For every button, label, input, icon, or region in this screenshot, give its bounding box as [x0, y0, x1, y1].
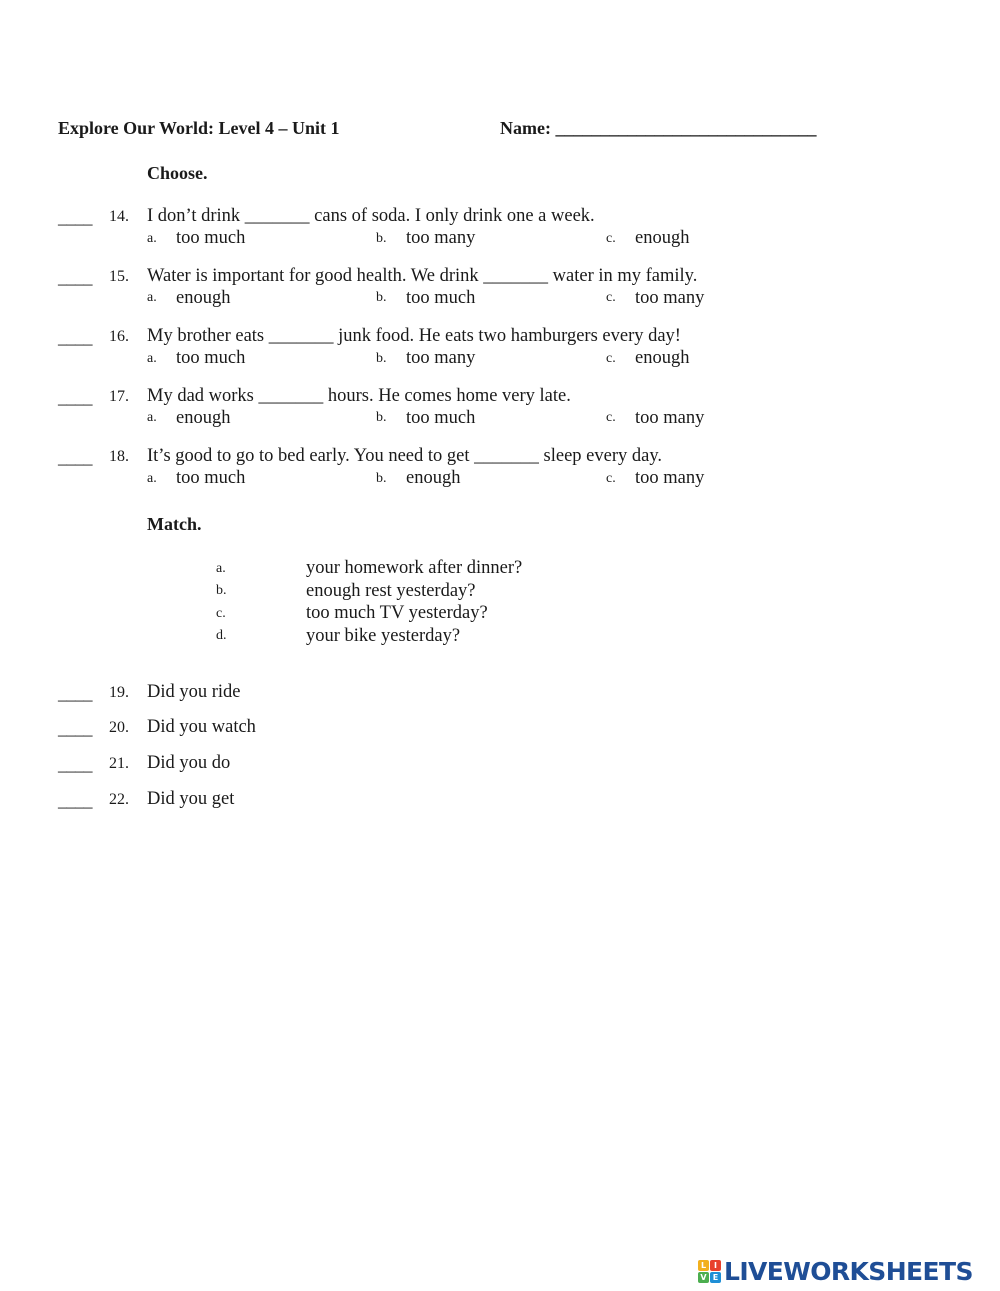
answer-blank[interactable]: ____	[58, 683, 92, 703]
question-number: 14.	[109, 208, 129, 225]
option-text: enough	[635, 348, 690, 368]
logo-block: E	[710, 1272, 721, 1283]
question-number: 20.	[109, 719, 129, 736]
ending-text: your homework after dinner?	[306, 558, 523, 578]
question-number: 16.	[109, 328, 129, 345]
option-text: too much	[176, 468, 246, 488]
answer-blank[interactable]: ____	[58, 754, 92, 774]
option-text: too much	[406, 288, 476, 308]
ending-letter: b.	[216, 583, 227, 598]
option-letter: a.	[147, 231, 157, 246]
ending-text: enough rest yesterday?	[306, 581, 476, 601]
question-number: 17.	[109, 388, 129, 405]
question-number: 21.	[109, 755, 129, 772]
option-letter: a.	[147, 351, 157, 366]
option-text: too many	[635, 468, 705, 488]
ending-letter: c.	[216, 606, 226, 621]
live-blocks-icon	[698, 1260, 721, 1283]
option-letter: c.	[606, 410, 616, 425]
option-letter: b.	[376, 471, 387, 486]
option-text: too much	[406, 408, 476, 428]
logo-block: V	[698, 1272, 709, 1283]
option-letter: c.	[606, 231, 616, 246]
answer-blank[interactable]: ____	[58, 387, 92, 407]
answer-blank[interactable]: ____	[58, 790, 92, 810]
answer-blank[interactable]: ____	[58, 327, 92, 347]
ending-letter: d.	[216, 628, 227, 643]
option-text: too many	[635, 408, 705, 428]
logo-block: L	[698, 1260, 709, 1271]
option-letter: c.	[606, 290, 616, 305]
ending-text: too much TV yesterday?	[306, 603, 488, 623]
answer-blank[interactable]: ____	[58, 207, 92, 227]
option-text: enough	[176, 408, 231, 428]
question-number: 15.	[109, 268, 129, 285]
option-text: enough	[406, 468, 461, 488]
question-text: Did you watch	[147, 717, 256, 737]
liveworksheets-logo[interactable]	[698, 1256, 973, 1286]
option-letter: b.	[376, 351, 387, 366]
logo-text: LIVEWORKSHEETS	[724, 1256, 973, 1286]
option-text: too much	[176, 228, 246, 248]
choose-heading: Choose.	[147, 163, 208, 183]
question-text: My dad works _______ hours. He comes home very late.	[147, 386, 571, 406]
option-letter: b.	[376, 290, 387, 305]
option-text: too many	[406, 348, 476, 368]
option-text: enough	[635, 228, 690, 248]
worksheet-title: Explore Our World: Level 4 – Unit 1	[58, 118, 340, 138]
ending-letter: a.	[216, 561, 226, 576]
logo-block: I	[710, 1260, 721, 1271]
name-field-label[interactable]: Name: _____________________________	[500, 118, 817, 138]
answer-blank[interactable]: ____	[58, 447, 92, 467]
option-letter: b.	[376, 231, 387, 246]
option-text: enough	[176, 288, 231, 308]
question-text: Did you ride	[147, 682, 241, 702]
ending-text: your bike yesterday?	[306, 626, 461, 646]
match-heading: Match.	[147, 514, 202, 534]
option-text: too many	[635, 288, 705, 308]
question-text: I don’t drink _______ cans of soda. I only drink one a week.	[147, 206, 595, 226]
question-text: Did you get	[147, 789, 235, 809]
question-text: Water is important for good health. We drink _______ water in my family.	[147, 266, 698, 286]
question-text: Did you do	[147, 753, 231, 773]
question-number: 19.	[109, 684, 129, 701]
question-number: 22.	[109, 791, 129, 808]
answer-blank[interactable]: ____	[58, 267, 92, 287]
option-text: too much	[176, 348, 246, 368]
question-text: It’s good to go to bed early. You need to get _______ sleep every day.	[147, 446, 662, 466]
option-letter: a.	[147, 471, 157, 486]
option-text: too many	[406, 228, 476, 248]
option-letter: a.	[147, 410, 157, 425]
option-letter: c.	[606, 471, 616, 486]
option-letter: a.	[147, 290, 157, 305]
question-text: My brother eats _______ junk food. He eats two hamburgers every day!	[147, 326, 681, 346]
answer-blank[interactable]: ____	[58, 718, 92, 738]
question-number: 18.	[109, 448, 129, 465]
option-letter: b.	[376, 410, 387, 425]
option-letter: c.	[606, 351, 616, 366]
